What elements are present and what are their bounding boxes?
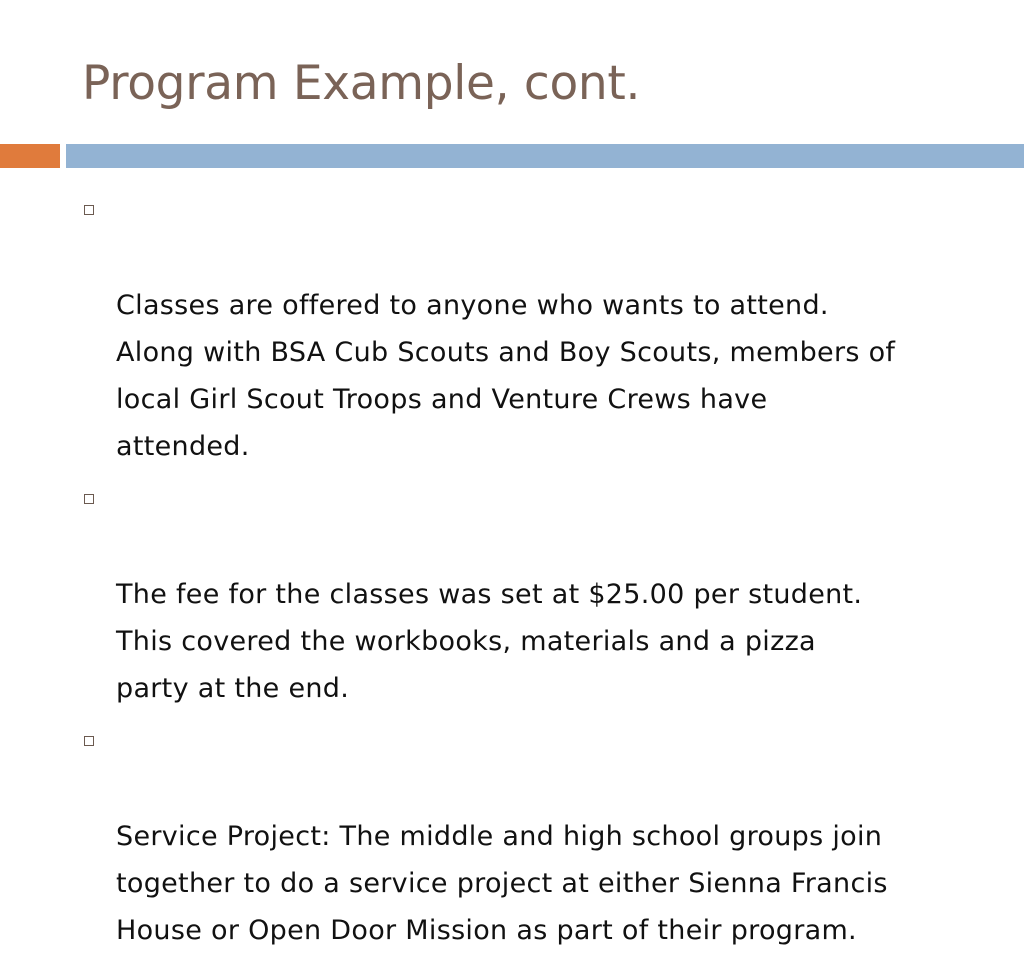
bullet-item bbox=[84, 719, 984, 954]
bullet-list bbox=[84, 188, 984, 961]
slide-title: Program Example, cont. bbox=[82, 56, 641, 111]
title-divider-bar bbox=[66, 144, 1024, 168]
bullet-text: Service Project: The middle and high school groups join together to do a service project at either Sienna Francis House or Open Door Mission as part of their program. bbox=[116, 821, 888, 946]
square-bullet-icon bbox=[84, 736, 94, 746]
bullet-text: Classes are offered to anyone who wants to attend. Along with BSA Cub Scouts and Boy Scouts, members of local Girl Scout Troops and Venture Crews have attended. bbox=[116, 290, 896, 462]
bullet-item bbox=[84, 477, 984, 712]
bullet-text: The fee for the classes was set at $25.00 per student. This covered the workbooks, materials and a pizza party at the end. bbox=[116, 579, 863, 704]
square-bullet-icon bbox=[84, 205, 94, 215]
title-accent-bar bbox=[0, 144, 60, 168]
bullet-item bbox=[84, 188, 984, 470]
square-bullet-icon bbox=[84, 494, 94, 504]
